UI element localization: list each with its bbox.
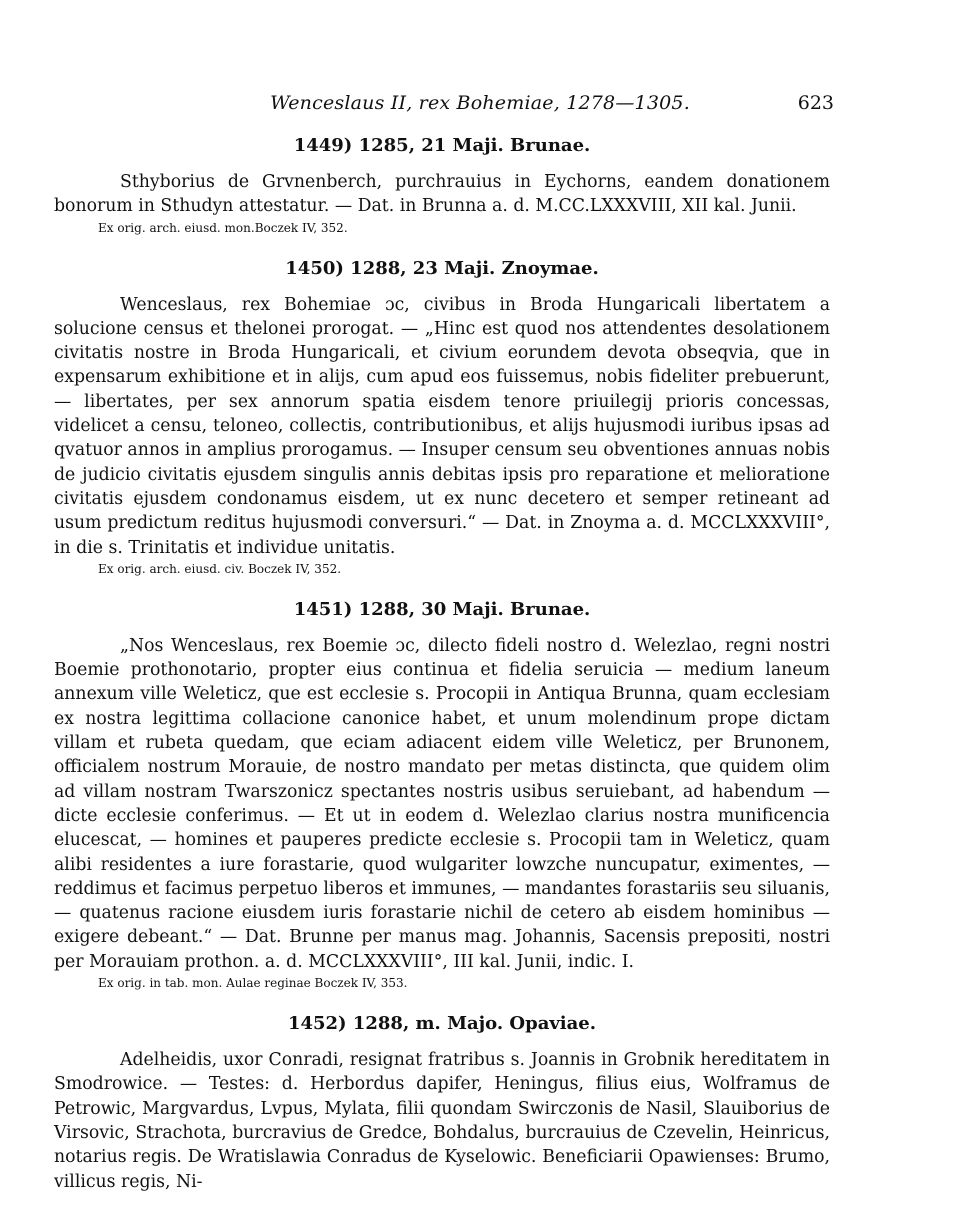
entry-date: 1288, 30 Maji. [358,598,504,620]
entry-1452 [54,1012,830,1194]
running-title: Wenceslaus II, rex Bohemiae, 1278—1305. [270,92,690,114]
entry-place: Opaviae. [509,1013,597,1035]
entry-date: 1288, m. Majo. [352,1013,504,1035]
entry-heading [54,134,830,158]
entry-place: Brunae. [510,598,591,620]
entry-date: 1288, 23 Maji. [350,257,496,279]
entry-body [54,634,830,974]
entry-number: 1450) [285,257,344,279]
entry-source: Ex orig. arch. eiusd. mon.Boczek IV, 352. [98,220,348,235]
page-header [0,92,960,120]
page-content [54,134,830,1194]
entry-source: Ex orig. in tab. mon. Aulae reginae Boczek IV, 353. [98,976,408,991]
entry-heading [54,257,830,281]
entry-source: Ex orig. arch. eiusd. civ. Boczek IV, 352. [98,561,342,576]
entry-body [54,293,830,560]
entry-body [54,170,830,219]
entry-number: 1449) [293,135,353,156]
entry-1451 [54,598,830,992]
entry-text: Adelheidis, uxor Conradi, resignat fratribus s. Joannis in Grobnik hereditatem in Smodrowice. — Testes: d. Herbordus dapifer, Heningus, filius eius, Wolframus de Petrowic, Margvardus, Lvpus, Mylata, filii quondam Swirczonis de Nasil, Slauiborius de Virsovic, Strachota, burcravius de Gredce, Bohdalus, burcrauius de Czevelin, Heinricus, notarius regis. De Wratislawia Conradus de Kyselowic. Beneficiarii Opawienses: Brumo, villicus regis, Ni- [54,1050,830,1192]
entry-heading [54,598,830,622]
entry-1449 [54,134,830,237]
entry-1450 [54,257,830,578]
entry-text: Wenceslaus, rex Bohemiae ɔc, civibus in Broda Hungaricali libertatem a solucione census et thelonei prorogat. — „Hinc est quod nos attendentes desolationem civitatis nostre in Broda Hungaricali, et civium eorundem devota obseqvia, que in expensarum exhibitione et in alijs, cum apud eos fuissemus, nobis fideliter prebuerunt, — libertates, per sex annorum spatia eisdem tenore priuilegij prioris concessas, videlicet a censu, teloneo, collectis, contributionibus, et alijs hujusmodi iuribus ipsas ad qvatuor annos in amplius prorogamus. — Insuper censum seu obventiones annuas nobis de judicio civitatis ejusdem singulis annis debitas ipsis pro reparatione et melioratione civitatis ejusdem condonamus eisdem, ut ex nunc decetero et semper retineant ad usum predictum reditus hujusmodi conversuri.“ — Dat. in Znoyma a. d. MCCLXXXVIII°, in die s. Trinitatis et individue unitatis. [54,294,830,558]
entry-text: „Nos Wenceslaus, rex Boemie ɔc, dilecto fideli nostro d. Welezlao, regni nostri Boemie prothonotario, propter eius continua et fidelia seruicia — medium laneum annexum ville Weleticz, que est ecclesie s. Procopii in Antiqua Brunna, quam ecclesiam ex nostra legittima collacione canonice habet, et unum molendinum prope dictam villam et rubeta quedam, que eciam adiacent eidem ville Weleticz, per Brunonem, officialem nostrum Morauie, de nostro mandato per metas distincta, que quidem olim ad villam nostram Twarszonicz spectantes nostris usibus seruiebant, ad habendum — dicte ecclesie conferimus. — Et ut in eodem d. Welezlao clarius nostra munificencia elucescat, — homines et pauperes predicte ecclesie s. Procopii tam in Weleticz, quam alibi residentes a iure forastarie, quod wulgariter lowzche nuncupatur, eximentes, — reddimus et facimus perpetuo liberos et immunes, — mandantes forastariis seu siluanis, — quatenus racione eiusdem iuris forastarie nichil de cetero ab eisdem hominibus — exigere debeant.“ — Dat. Brunne per manus mag. Johannis, Sacensis prepositi, nostri per Morauiam prothon. a. d. MCCLXXXVIII°, III kal. Junii, indic. I. [54,635,830,972]
entry-number: 1452) [287,1013,347,1035]
entry-place: Brunae. [510,135,591,156]
entry-text: Sthyborius de Grvnenberch, purchrauius in Eychorns, eandem donationem bonorum in Sthudyn attestatur. — Dat. in Brunna a. d. M.CC.LXXXVIII, XII kal. Junii. [54,172,830,217]
entry-body [54,1048,830,1194]
page-number: 623 [797,92,834,114]
entry-place: Znoymae. [501,257,599,279]
entry-number: 1451) [293,598,353,620]
entry-date: 1285, 21 Maji. [358,135,504,156]
entry-heading [54,1012,830,1036]
